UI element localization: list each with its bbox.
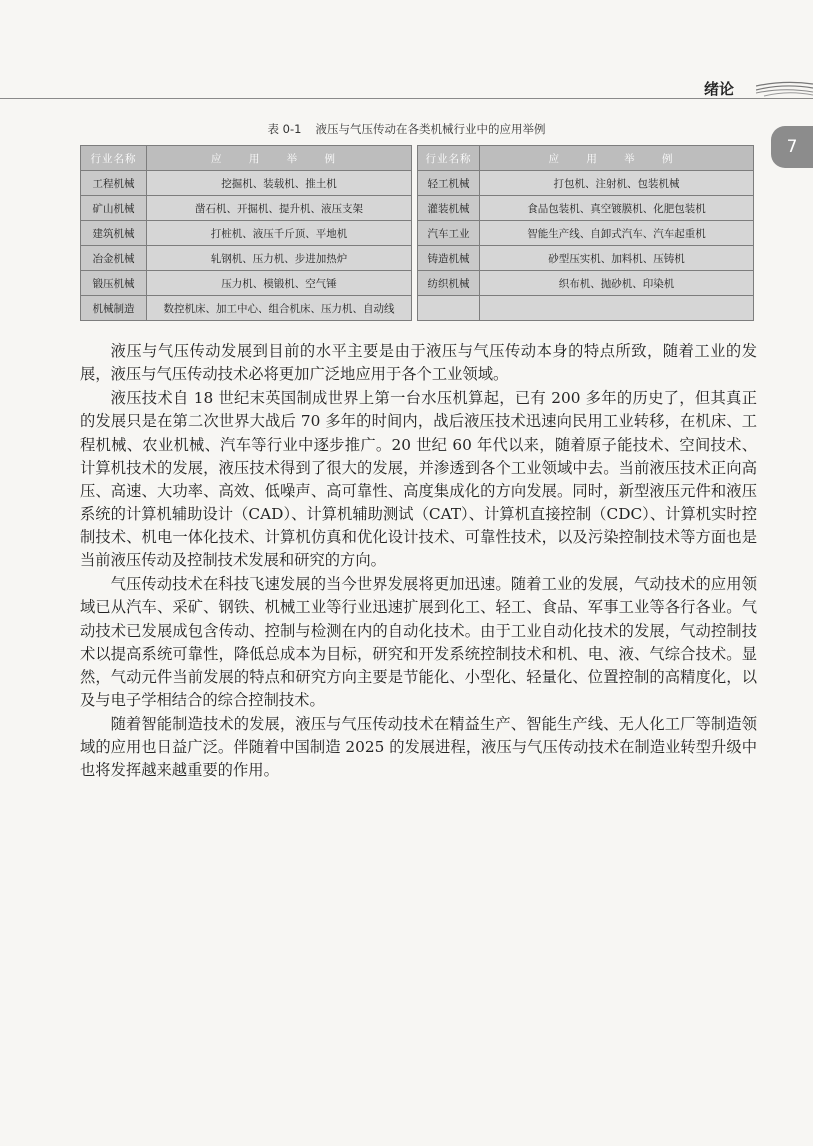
industry-cell: 建筑机械	[81, 221, 147, 246]
example-cell: 挖掘机、装载机、推土机	[147, 171, 412, 196]
paragraph: 随着智能制造技术的发展，液压与气压传动技术在精益生产、智能生产线、无人化工厂等制造领域的应用也日益广泛。伴随着中国制造 2025 的发展进程，液压与气压传动技术在制造业转型升级中也将发挥越来越重要的作用。	[80, 715, 757, 780]
column-header-industry: 行业名称	[418, 146, 480, 171]
page-number: 7	[771, 126, 813, 168]
table-caption-title: 液压与气压传动在各类机械行业中的应用举例	[315, 122, 546, 136]
table-row	[81, 296, 754, 321]
industry-cell	[418, 296, 480, 321]
example-cell: 打包机、注射机、包装机械	[480, 171, 754, 196]
application-table	[80, 145, 754, 321]
table-caption-number: 表 0-1	[267, 122, 302, 136]
industry-cell: 灌装机械	[418, 196, 480, 221]
example-cell: 智能生产线、自卸式汽车、汽车起重机	[480, 221, 754, 246]
example-cell: 砂型压实机、加料机、压铸机	[480, 246, 754, 271]
example-cell	[480, 296, 754, 321]
industry-cell: 矿山机械	[81, 196, 147, 221]
example-cell: 数控机床、加工中心、组合机床、压力机、自动线	[147, 296, 412, 321]
industry-cell: 工程机械	[81, 171, 147, 196]
industry-cell: 冶金机械	[81, 246, 147, 271]
industry-cell: 铸造机械	[418, 246, 480, 271]
wave-decoration-icon	[756, 78, 813, 98]
example-cell: 打桩机、液压千斤顶、平地机	[147, 221, 412, 246]
table-row	[81, 271, 754, 296]
body-text	[80, 340, 757, 784]
example-cell: 轧钢机、压力机、步进加热炉	[147, 246, 412, 271]
paragraph: 液压与气压传动发展到目前的水平主要是由于液压与气压传动本身的特点所致，随着工业的发展，液压与气压传动技术必将更加广泛地应用于各个工业领域。	[80, 342, 757, 384]
industry-cell: 汽车工业	[418, 221, 480, 246]
example-cell: 食品包装机、真空镀膜机、化肥包装机	[480, 196, 754, 221]
table-row	[81, 171, 754, 196]
example-cell: 织布机、抛砂机、印染机	[480, 271, 754, 296]
column-header-example: 应 用 举 例	[480, 146, 754, 171]
industry-cell: 轻工机械	[418, 171, 480, 196]
table-caption	[0, 121, 813, 137]
chapter-title: 绪论	[704, 80, 735, 98]
industry-cell: 纺织机械	[418, 271, 480, 296]
table-header-row	[81, 146, 754, 171]
example-cell: 压力机、模锻机、空气锤	[147, 271, 412, 296]
industry-cell: 锻压机械	[81, 271, 147, 296]
column-header-example: 应 用 举 例	[147, 146, 412, 171]
header-rule	[0, 98, 813, 99]
industry-cell: 机械制造	[81, 296, 147, 321]
table-row	[81, 196, 754, 221]
table-row	[81, 246, 754, 271]
table-row	[81, 221, 754, 246]
paragraph: 气压传动技术在科技飞速发展的当今世界发展将更加迅速。随着工业的发展，气动技术的应用领域已从汽车、采矿、钢铁、机械工业等行业迅速扩展到化工、轻工、食品、军事工业等各行各业。气动技术已发展成包含传动、控制与检测在内的自动化技术。由于工业自动化技术的发展，气动控制技术以提高系统可靠性，降低总成本为目标，研究和开发系统控制技术和机、电、液、气综合技术。显然，气动元件当前发展的特点和研究方向主要是节能化、小型化、轻量化、位置控制的高精度化，以及与电子学相结合的综合控制技术。	[80, 575, 757, 709]
example-cell: 凿石机、开掘机、提升机、液压支架	[147, 196, 412, 221]
column-header-industry: 行业名称	[81, 146, 147, 171]
paragraph: 液压技术自 18 世纪末英国制成世界上第一台水压机算起，已有 200 多年的历史了，但其真正的发展只是在第二次世界大战后 70 多年的时间内，战后液压技术迅速向民用工业转移，在机床、工程机械、农业机械、汽车等行业中逐步推广。20 世纪 60 年代以来，随着原子能技术、空间技术、计算机技术的发展，液压技术得到了很大的发展，并渗透到各个工业领域中去。当前液压技术正向高压、高速、大功率、高效、低噪声、高可靠性、高度集成化的方向发展。同时，新型液压元件和液压系统的计算机辅助设计（CAD）、计算机辅助测试（CAT）、计算机直接控制（CDC）、计算机实时控制技术、机电一体化技术、计算机仿真和优化设计技术、可靠性技术，以及污染控制技术等方面也是当前液压传动及控制技术发展和研究的方向。	[80, 389, 757, 570]
